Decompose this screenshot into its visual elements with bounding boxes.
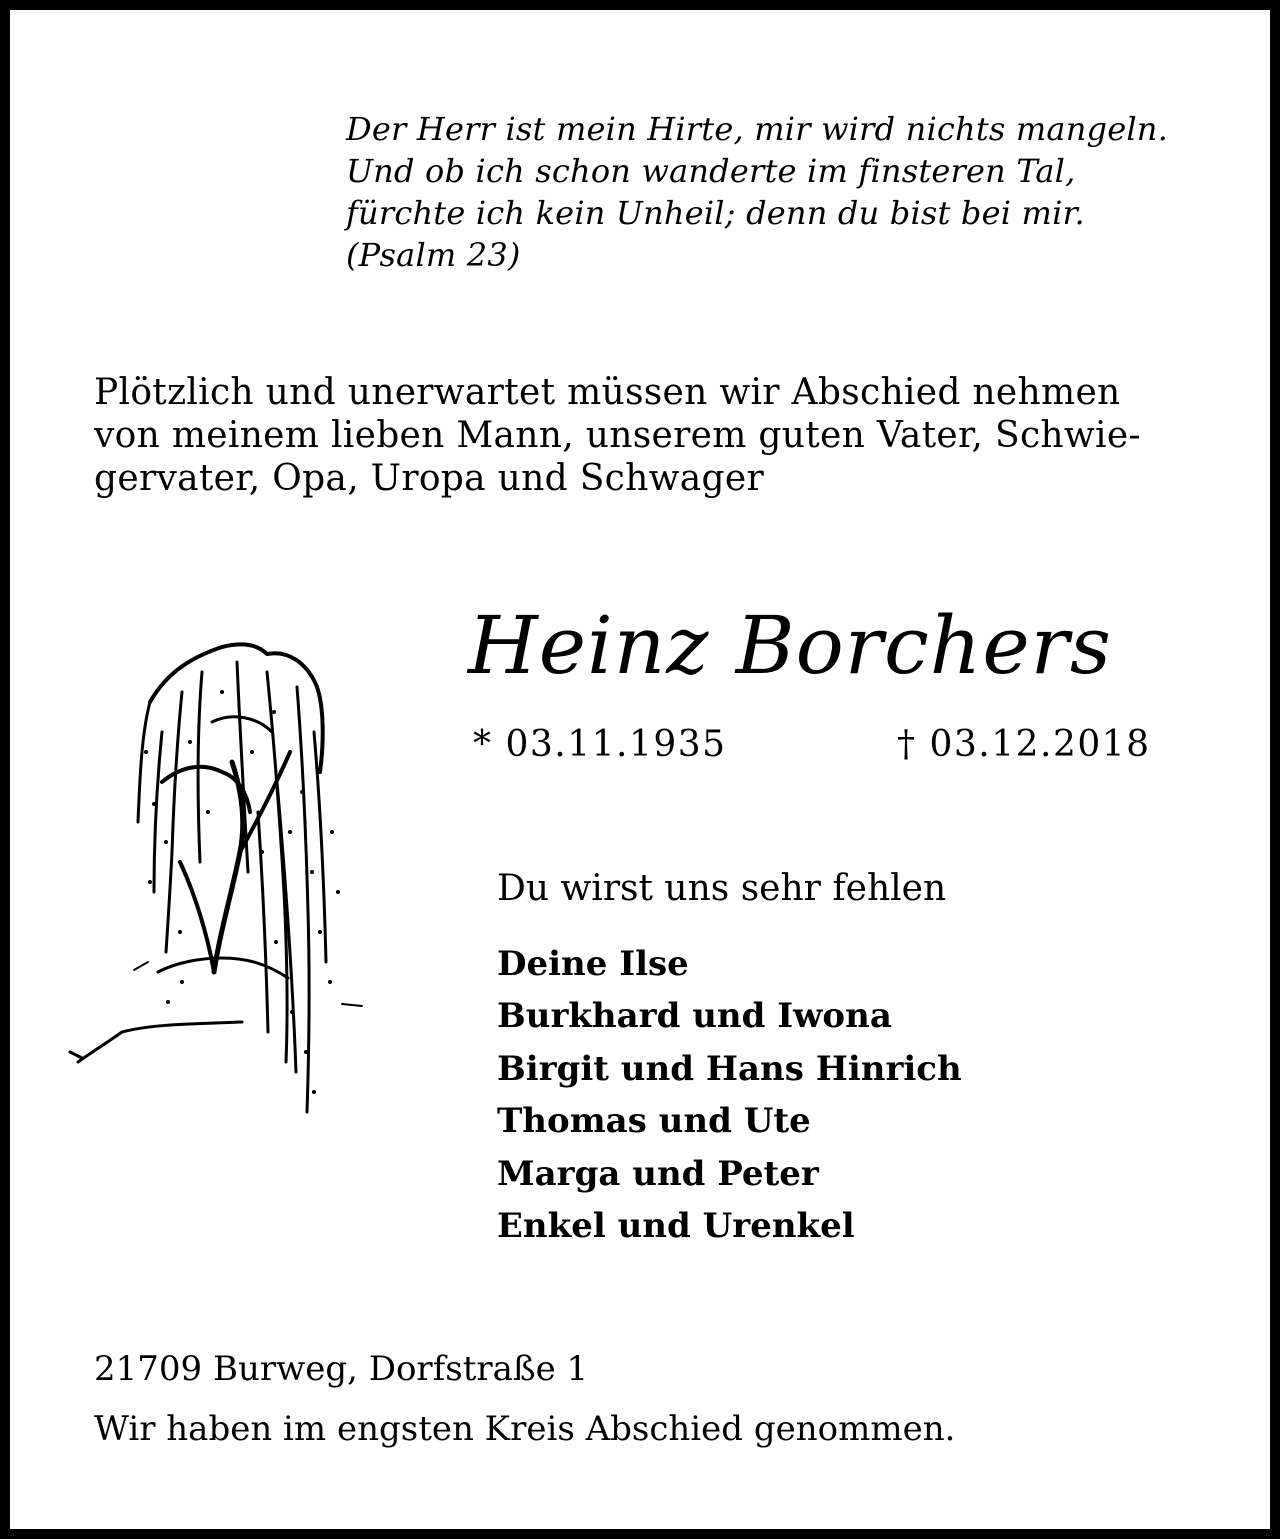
psalm-line: fürchte ich kein Unheil; denn du bist bei mir. — [346, 194, 1085, 232]
intro-line: Plötzlich und unerwartet müssen wir Abschied nehmen — [94, 372, 1121, 413]
psalm-line: Der Herr ist mein Hirte, mir wird nichts mangeln. — [346, 110, 1168, 148]
intro-text — [94, 371, 1141, 500]
birth-date: * 03.11.1935 — [473, 724, 727, 765]
closing-note: Wir haben im engsten Kreis Abschied genommen. — [94, 1409, 956, 1449]
family-member: Birgit und Hans Hinrich — [497, 1048, 962, 1089]
deceased-name: Heinz Borchers — [468, 599, 1112, 692]
death-date: † 03.12.2018 — [897, 724, 1151, 765]
psalm-line: Und ob ich schon wanderte im finsteren Tal, — [346, 152, 1076, 190]
family-member: Thomas und Ute — [497, 1101, 811, 1142]
family-member: Burkhard und Iwona — [497, 996, 892, 1037]
family-member: Enkel und Urenkel — [497, 1206, 855, 1247]
psalm-citation: (Psalm 23) — [346, 236, 521, 274]
weeping-willow-icon — [62, 632, 382, 1132]
farewell-line: Du wirst uns sehr fehlen — [497, 868, 947, 909]
psalm-quote — [346, 108, 1168, 276]
intro-line: von meinem lieben Mann, unserem guten Vater, Schwie- — [94, 415, 1141, 456]
family-member: Marga und Peter — [497, 1153, 819, 1194]
intro-line: gervater, Opa, Uropa und Schwager — [94, 458, 764, 499]
address: 21709 Burweg, Dorfstraße 1 — [94, 1349, 589, 1389]
family-list — [497, 938, 962, 1252]
family-member: Deine Ilse — [497, 944, 689, 984]
